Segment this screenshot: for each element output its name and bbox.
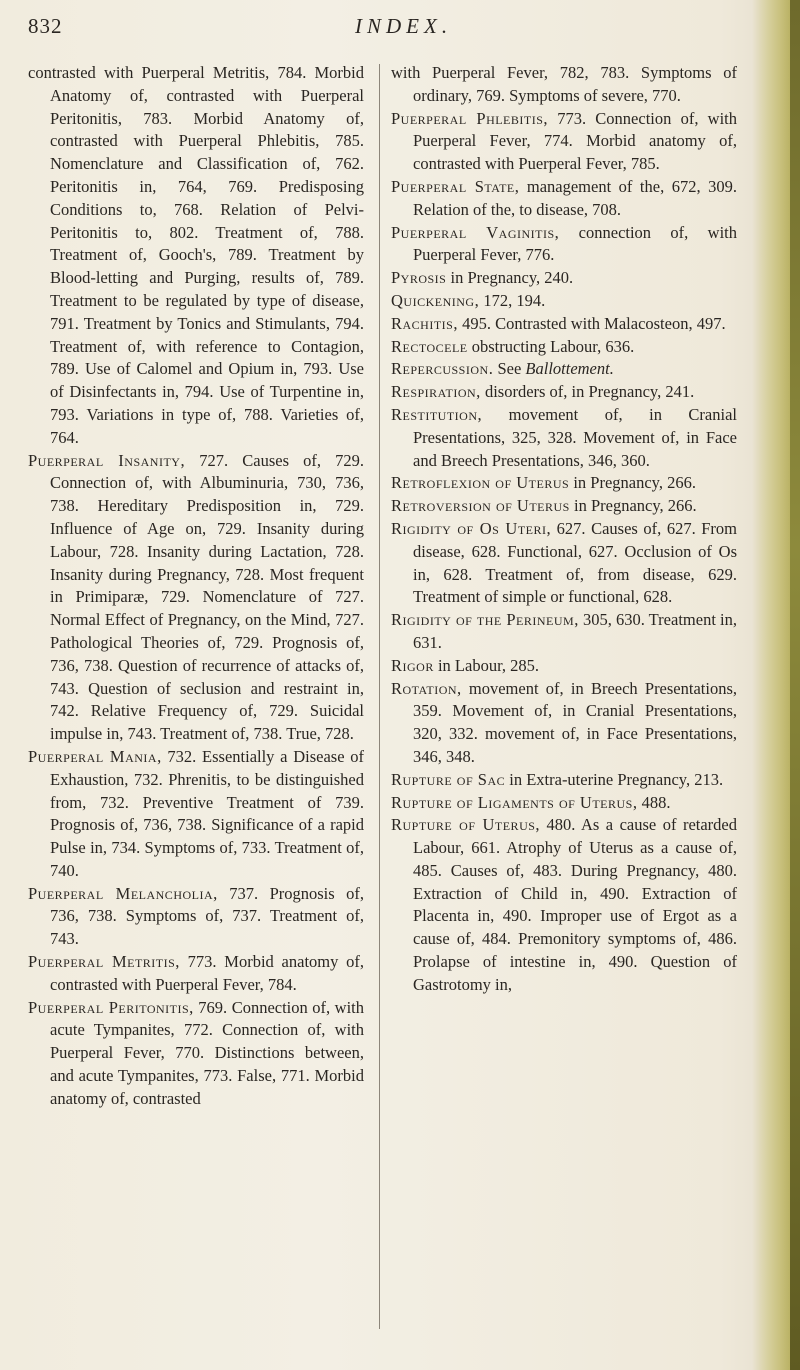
entry-body: See [493, 359, 526, 379]
entry-headword: Puerperal Melancholia, [28, 883, 218, 903]
entry-headword: Repercussion. [391, 359, 494, 379]
entry-body: in Extra-uterine Pregnancy, 213. [505, 769, 724, 789]
entry-body: disorders of, in Pregnancy, 241. [480, 382, 695, 402]
entry-headword: Puerperal State, [391, 176, 520, 196]
entry-body: connection of, with Puerperal Fever, 776. [413, 222, 738, 265]
entry-body: 773. Connection of, with Puerperal Fever, 774. Morbid anatomy of, contrasted with Puerperal Fever, 785. [413, 108, 737, 174]
index-entry [28, 951, 364, 997]
entry-body: in Pregnancy, 240. [446, 268, 574, 288]
entry-body: contrasted with Puerperal Metritis, 784. Morbid Anatomy of, contrasted with Puerperal Peritonitis, 783. Morbid Anatomy of, contrasted with Puerperal Phlebitis, 785. Nomenclature and Classification of, 762. Peritonitis in, 764, 769. Predisposing Conditions to, 768. Relation of Pelvi-Peritonitis to, 802. Treatment of, 788. Treatment of, Gooch's, 789. Treatment by Blood-letting and Purging, results of, 789. Treatment to be regulated by type of disease, 791. Treatment by Tonics and Stimulants, 794. Treatment of, with reference to Contagion, 789. Use of Calomel and Opium in, 793. Use of Disinfectants in, 794. Use of Turpentine in, 793. Variations in type of, 788. Varieties of, 764. [28, 63, 364, 447]
entry-headword: Retroversion of Uterus [391, 496, 570, 516]
index-entry [391, 176, 737, 222]
entry-body: 495. Contrasted with Malacosteon, 497. [457, 313, 726, 333]
entry-body: 737. Prognosis of, 736, 738. Symptoms of, 737. Treatment of, 743. [50, 883, 365, 949]
entry-body: movement of, in Breech Presentations, 359. Movement of, in Cranial Presentations, 320, 332. movement of, in Face Presentations, 346, 348. [413, 678, 737, 766]
entry-body: 480. As a cause of retarded Labour, 661. Atrophy of Uterus as a cause of, 485. Causes of, 483. During Pregnancy, 480. Extraction of Child in, 490. Extraction of Placenta in, 490. Improper use of Ergot as a cause of, 484. Premonitory symptoms of, 486. Prolapse of intestine in, 490. Question of Gastrotomy in, [413, 815, 737, 994]
page-number: 832 [28, 14, 63, 38]
entry-cross-reference: Ballottement. [525, 359, 614, 379]
entry-body: 727. Causes of, 729. Connection of, with Albuminuria, 730, 736, 738. Hereditary Predisposition in, 729. Influence of Age on, 729. Insanity during Labour, 728. Insanity during Lactation, 728. Insanity during Pregnancy, 728. Most frequent in Primiparæ, 729. Nomenclature of 727. Normal Effect of Pregnancy, on the Mind, 727. Pathological Theories of, 729. Prognosis of, 736, 738. Question of recurrence of attacks of, 743. Question of seclusion and restraint in, 742. Relative Frequency of, 729. Suicidal impulse in, 743. Treatment of, 738. True, 728. [50, 450, 364, 744]
index-entry [391, 792, 737, 815]
entry-headword: Rupture of Ligaments of Uterus, [391, 792, 638, 812]
index-entry [391, 108, 737, 176]
page-edge-shadow [790, 0, 800, 1370]
entry-body: in Pregnancy, 266. [569, 473, 696, 493]
entry-headword: Quickening, [391, 290, 480, 310]
index-entry [391, 495, 737, 518]
index-entry [391, 655, 737, 678]
entry-headword: Retroflexion of Uterus [391, 473, 570, 493]
entry-headword: Puerperal Metritis, [28, 952, 180, 972]
entry-body: management of the, 672, 309. Relation of the, to disease, 708. [413, 176, 737, 219]
entry-body: 488. [637, 792, 671, 812]
index-entry [28, 450, 364, 746]
running-head: INDEX. [355, 14, 453, 38]
entry-headword: Puerperal Insanity, [28, 450, 186, 470]
entry-headword: Restitution, [391, 404, 483, 424]
index-entry [391, 678, 737, 769]
entry-headword: Rupture of Uterus, [391, 815, 541, 835]
entry-headword: Rigidity of the Perineum, [391, 610, 579, 630]
index-entry [391, 290, 737, 313]
entry-headword: Rigor [391, 655, 434, 675]
index-entry [391, 267, 737, 290]
page-header [0, 10, 800, 44]
entry-headword: Rachitis, [391, 313, 458, 333]
entry-headword: Puerperal Peritonitis, [28, 997, 194, 1017]
entry-body: 732. Essentially a Disease of Exhaustion, 732. Phrenitis, to be distinguished from, 732. Preventive Treatment of 739. Prognosis of, 736, 738. Significance of a rapid Pulse in, 734. Symptoms of, 733. Treatment of, 740. [50, 746, 364, 880]
entry-headword: Pyrosis [391, 268, 447, 288]
index-entry [28, 883, 364, 951]
index-entry [391, 222, 737, 268]
index-entry [391, 313, 737, 336]
index-entry [391, 814, 737, 996]
entry-headword: Rupture of Sac [391, 769, 506, 789]
entry-body: 769. Connection of, with acute Tympanites, 772. Connection of, with Puerperal Fever, 770. Distinctions between, and acute Tympanites, 773. False, 771. Morbid anatomy of, contrasted [50, 997, 364, 1108]
entry-headword: Rigidity of Os Uteri, [391, 518, 552, 538]
left-column [28, 62, 364, 1111]
index-entry [28, 62, 364, 450]
index-entry [391, 472, 737, 495]
column-divider [379, 64, 380, 1329]
entry-headword: Puerperal Vaginitis, [391, 222, 560, 242]
index-entry [391, 518, 737, 609]
index-entry [28, 746, 364, 883]
index-entry [28, 997, 364, 1111]
right-column [391, 62, 737, 997]
entry-body: in Labour, 285. [433, 655, 540, 675]
entry-body: 627. Causes of, 627. From disease, 628. Functional, 627. Occlusion of Os in, 628. Treatment of, from disease, 629. Treatment of simple or functional, 628. [413, 518, 738, 607]
index-entry [391, 336, 737, 359]
entry-headword: Puerperal Mania, [28, 746, 162, 766]
entry-body: with Puerperal Fever, 782, 783. Symptoms of ordinary, 769. Symptoms of severe, 770. [391, 63, 737, 105]
entry-body: 305, 630. Treatment in, 631. [413, 610, 737, 652]
index-entry [391, 404, 737, 472]
entry-body: in Pregnancy, 266. [569, 496, 697, 516]
entry-headword: Respiration, [391, 382, 481, 402]
entry-headword: Rotation, [391, 678, 462, 698]
entry-headword: Rectocele [391, 336, 468, 356]
index-entry [391, 358, 737, 381]
entry-body: 773. Morbid anatomy of, contrasted with Puerperal Fever, 784. [50, 952, 365, 994]
entry-body: movement of, in Cranial Presentations, 325, 328. Movement of, in Face and Breech Presentations, 346, 360. [413, 404, 737, 470]
index-entry [391, 62, 737, 108]
index-entry [391, 381, 737, 404]
index-entry [391, 769, 737, 792]
entry-body: obstructing Labour, 636. [467, 336, 635, 356]
entry-headword: Puerperal Phlebitis, [391, 108, 549, 128]
entry-body: 172, 194. [479, 290, 546, 310]
index-entry [391, 609, 737, 655]
